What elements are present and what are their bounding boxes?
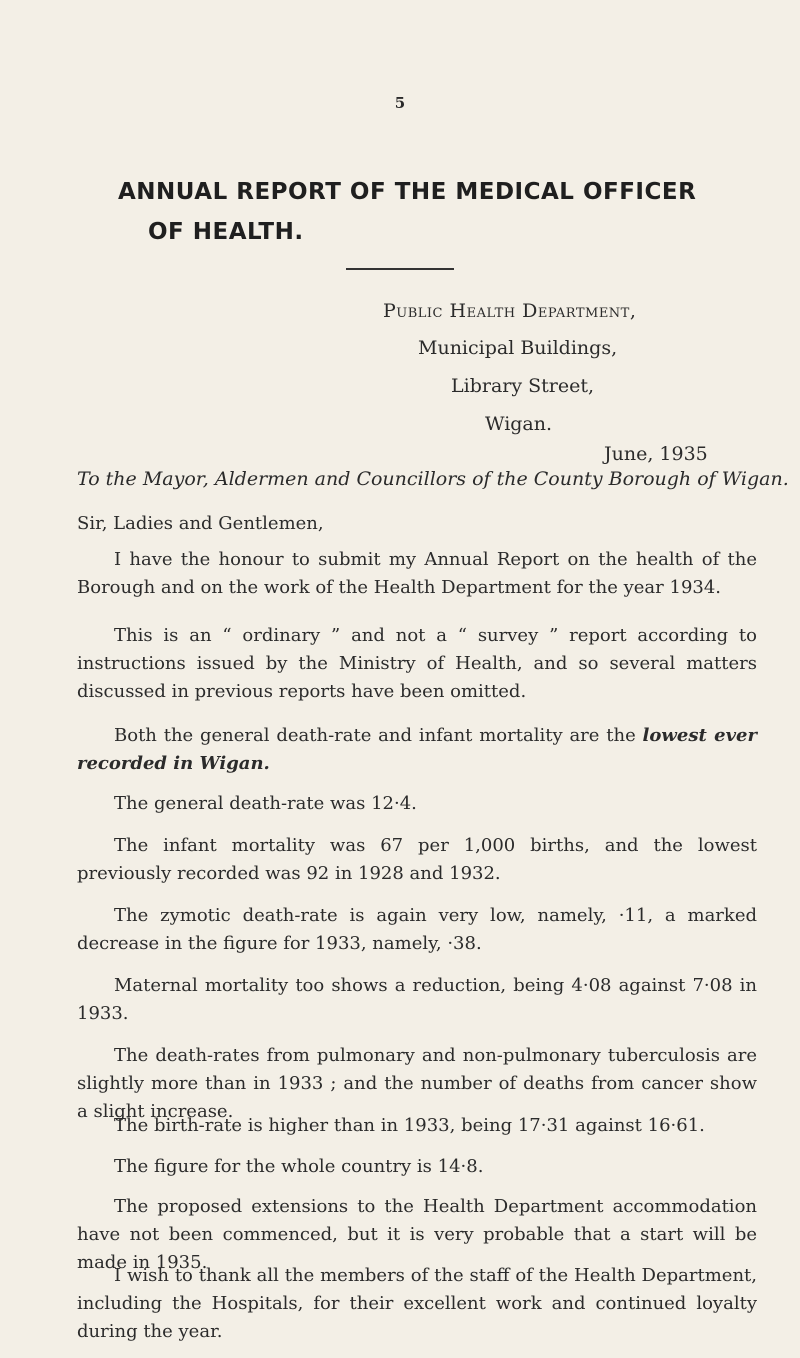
paragraph-3-text: Both the general death-rate and infant mortality are the xyxy=(114,725,643,746)
paragraph-3 xyxy=(77,722,757,778)
address-town: Wigan. xyxy=(485,413,553,435)
paragraph-6: The zymotic death-rate is again very low, namely, ·11, a marked decrease in the figure for 1933, namely, ·38. xyxy=(77,905,757,954)
paragraph-1: I have the honour to submit my Annual Report on the health of the Borough and on the work of the Health Department for the year 1934. xyxy=(77,549,757,598)
paragraph-5: The infant mortality was 67 per 1,000 births, and the lowest previously recorded was 92 in 1928 and 1932. xyxy=(77,835,757,884)
paragraph-2: This is an “ ordinary ” and not a “ survey ” report according to instructions issued by the Ministry of Health, and so several matters discussed in previous reports have been omitted. xyxy=(77,625,757,702)
addressee-line: To the Mayor, Aldermen and Councillors of the County Borough of Wigan. xyxy=(77,468,789,490)
report-title xyxy=(118,172,758,252)
report-date: June, 1935 xyxy=(604,443,708,465)
paragraph-11: The proposed extensions to the Health Department accommodation have not been commenced, but it is very probable that a start will be made in 1935. xyxy=(77,1196,757,1273)
paragraph-3-emphasis: lowest ever recorded in Wigan. xyxy=(77,725,757,774)
paragraph-10: The figure for the whole country is 14·8. xyxy=(114,1156,484,1177)
greeting: Sir, Ladies and Gentlemen, xyxy=(77,513,324,534)
address-street: Library Street, xyxy=(451,375,595,397)
address-building: Municipal Buildings, xyxy=(418,337,618,359)
page-number: 5 xyxy=(394,94,406,112)
title-divider xyxy=(346,268,454,270)
paragraph-8: The death-rates from pulmonary and non-pulmonary tuberculosis are slightly more than in 1933 ; and the number of deaths from cancer show a slight increase. xyxy=(77,1045,757,1122)
paragraph-4: The general death-rate was 12·4. xyxy=(114,793,417,814)
title-line-2: OF HEALTH. xyxy=(148,219,304,245)
paragraph-7: Maternal mortality too shows a reduction, being 4·08 against 7·08 in 1933. xyxy=(77,975,757,1024)
title-line-1: ANNUAL REPORT OF THE MEDICAL OFFICER xyxy=(118,179,697,205)
paragraph-9: The birth-rate is higher than in 1933, being 17·31 against 16·61. xyxy=(114,1115,705,1136)
paragraph-12: I wish to thank all the members of the staff of the Health Department, including the Hospitals, for their excellent work and continued loyalty during the year. xyxy=(77,1265,757,1342)
address-department: Public Health Department, xyxy=(383,300,637,322)
